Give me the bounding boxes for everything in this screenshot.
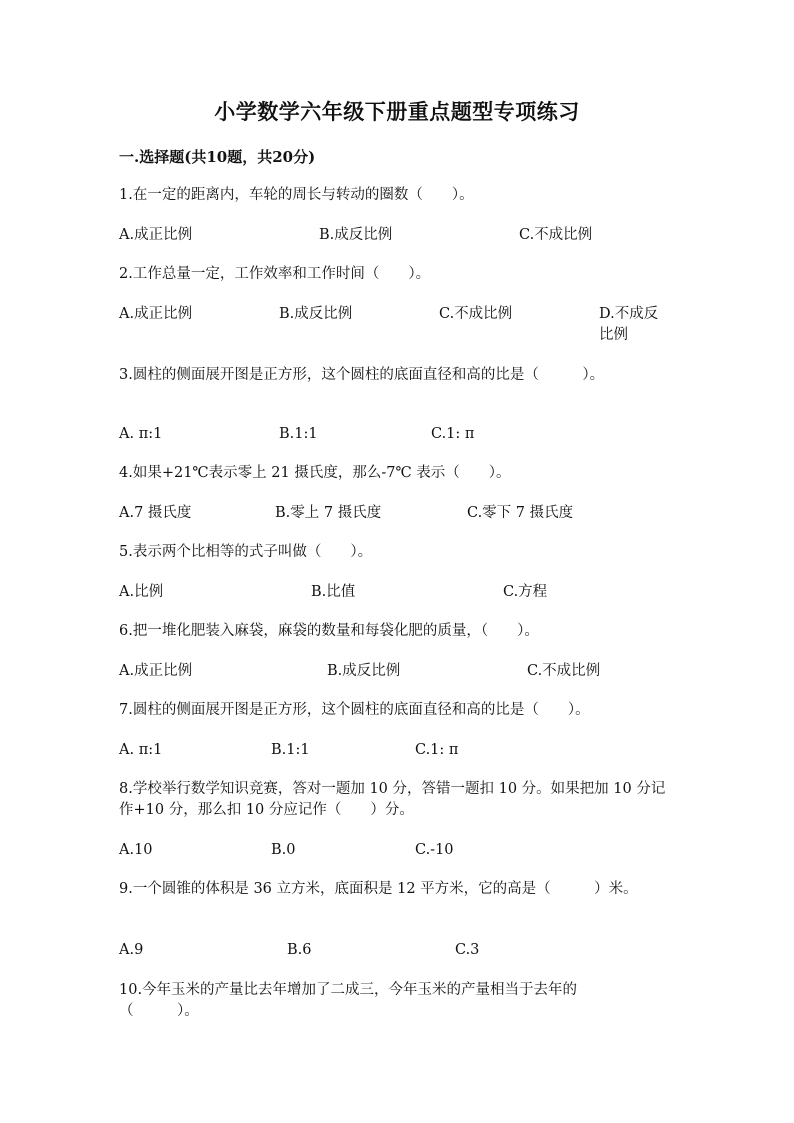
q5-option-a[interactable]: A.比例 [119,584,164,600]
q4-option-a[interactable]: A.7 摄氏度 [119,505,192,521]
question-3: 3.圆柱的侧面展开图是正方形，这个圆柱的底面直径和高的比是（ ）。 [119,367,605,383]
question-8: 8.学校举行数学知识竞赛，答对一题加 10 分，答错一题扣 10 分。如果把加 10 分记作+10 分，那么扣 10 分应记作（ ）分。 [119,781,666,818]
question-7: 7.圆柱的侧面展开图是正方形，这个圆柱的底面直径和高的比是（ ）。 [119,702,590,718]
q6-option-b[interactable]: B.成反比例 [327,663,401,679]
question-5: 5.表示两个比相等的式子叫做（ ）。 [119,544,373,560]
q6-option-a[interactable]: A.成正比例 [119,663,193,679]
q9-option-c[interactable]: C.3 [455,942,480,958]
q1-option-c[interactable]: C.不成比例 [519,227,593,243]
q2-option-a[interactable]: A.成正比例 [119,306,193,322]
q4-option-c[interactable]: C.零下 7 摄氏度 [467,505,574,521]
question-2: 2.工作总量一定，工作效率和工作时间（ ）。 [119,266,431,282]
page-title: 小学数学六年级下册重点题型专项练习 [214,99,580,124]
q9-option-a[interactable]: A.9 [119,942,144,958]
q9-option-b[interactable]: B.6 [287,942,312,958]
q5-option-c[interactable]: C.方程 [503,584,548,600]
q2-option-d[interactable]: D.不成反比例 [599,306,659,343]
q2-option-c[interactable]: C.不成比例 [439,306,513,322]
q8-option-b[interactable]: B.0 [271,842,296,858]
q1-option-a[interactable]: A.成正比例 [119,227,193,243]
q7-option-b[interactable]: B.1:1 [271,742,310,758]
q2-option-b[interactable]: B.成反比例 [279,306,353,322]
q8-option-c[interactable]: C.-10 [415,842,454,858]
question-10: 10.今年玉米的产量比去年增加了二成三，今年玉米的产量相当于去年的（ ）。 [119,982,578,1019]
q4-option-b[interactable]: B.零上 7 摄氏度 [275,505,382,521]
q5-option-b[interactable]: B.比值 [311,584,356,600]
question-9: 9.一个圆锥的体积是 36 立方米，底面积是 12 平方米，它的高是（ ）米。 [119,881,638,897]
q3-option-b[interactable]: B.1:1 [279,426,318,442]
q7-option-a[interactable]: A. π:1 [119,742,163,758]
q1-option-b[interactable]: B.成反比例 [319,227,393,243]
section-heading: 一.选择题(共10题，共20分) [119,148,316,166]
q7-option-c[interactable]: C.1: π [415,742,459,758]
q3-option-a[interactable]: A. π:1 [119,426,163,442]
q3-option-c[interactable]: C.1: π [431,426,475,442]
question-1: 1.在一定的距离内，车轮的周长与转动的圈数（ ）。 [119,187,474,203]
question-6: 6.把一堆化肥装入麻袋，麻袋的数量和每袋化肥的质量，（ ）。 [119,623,539,639]
q6-option-c[interactable]: C.不成比例 [527,663,601,679]
q8-option-a[interactable]: A.10 [119,842,153,858]
question-4: 4.如果+21℃表示零上 21 摄氏度，那么-7℃ 表示（ ）。 [119,465,511,481]
